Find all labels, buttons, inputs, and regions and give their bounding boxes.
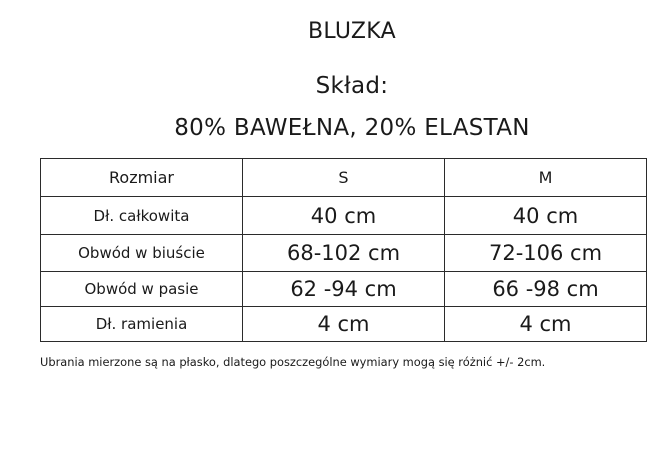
cell-m: 40 cm bbox=[445, 197, 647, 235]
row-label: Obwód w biuście bbox=[41, 235, 243, 272]
cell-s: 62 -94 cm bbox=[243, 272, 445, 307]
table-header-row bbox=[41, 159, 647, 197]
cell-m: 66 -98 cm bbox=[445, 272, 647, 307]
row-label: Dł. całkowita bbox=[41, 197, 243, 235]
header-s: S bbox=[243, 159, 445, 197]
cell-m: 72-106 cm bbox=[445, 235, 647, 272]
size-table bbox=[40, 158, 647, 342]
table-row bbox=[41, 272, 647, 307]
table-row bbox=[41, 235, 647, 272]
cell-s: 4 cm bbox=[243, 307, 445, 342]
header-m: M bbox=[445, 159, 647, 197]
header-size: Rozmiar bbox=[41, 159, 243, 197]
measurement-note: Ubrania mierzone są na płasko, dlatego poszczególne wymiary mogą się różnić +/- 2cm. bbox=[40, 355, 546, 369]
table-row bbox=[41, 307, 647, 342]
product-title: BLUZKA bbox=[308, 19, 396, 44]
cell-s: 68-102 cm bbox=[243, 235, 445, 272]
cell-s: 40 cm bbox=[243, 197, 445, 235]
cell-m: 4 cm bbox=[445, 307, 647, 342]
composition-text: 80% BAWEŁNA, 20% ELASTAN bbox=[174, 115, 530, 141]
composition-label: Skład: bbox=[315, 73, 389, 99]
row-label: Obwód w pasie bbox=[41, 272, 243, 307]
table-row bbox=[41, 197, 647, 235]
row-label: Dł. ramienia bbox=[41, 307, 243, 342]
